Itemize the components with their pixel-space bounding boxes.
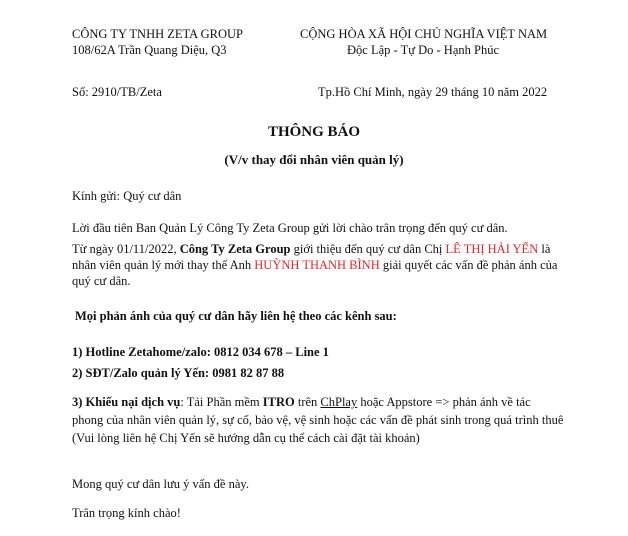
company-name: CÔNG TY TNHH ZETA GROUP: [72, 27, 243, 41]
announce-text: giải quyết các vấn đề phản ánh của quý cư dân.: [72, 258, 558, 288]
complaint-text: hoặc Appstore => phản ánh về tác phong của nhân viên quản lý, sự cố, bảo vệ, vệ sinh hoặc các vấn đề phát sinh trong quá trình thuê (Vui lòng liên hệ Chị Yến sẽ hướng dẫn cụ thể cách cài đặt tài khoản): [72, 395, 564, 445]
announce-text: giới thiệu đến quý cư dân Chị: [290, 242, 446, 256]
complaint-text: : Tải Phần mềm: [180, 395, 263, 409]
document-title: THÔNG BÁO: [267, 124, 361, 140]
nation-motto: Độc Lập - Tự Do - Hạnh Phúc: [347, 43, 499, 57]
complaint-text: trên: [294, 395, 321, 409]
company-name-bold: Công Ty Zeta Group: [179, 242, 291, 256]
channels-heading: Mọi phản ánh của quý cư dân hãy liên hệ theo các kênh sau:: [75, 309, 397, 323]
salutation: Kính gửi: Quý cư dân: [72, 189, 182, 203]
channel-manager-phone: 2) SĐT/Zalo quản lý Yến: 0981 82 87 88: [72, 366, 285, 380]
closing-note: Mong quý cư dân lưu ý vấn đề này.: [72, 477, 249, 491]
complaint-label: 3) Khiếu nại dịch vụ: [72, 395, 181, 409]
announcement-paragraph: [72, 241, 562, 289]
place-date: Tp.Hồ Chí Minh, ngày 29 tháng 10 năm 2022: [318, 85, 548, 99]
document-subtitle: (V/v thay đổi nhân viên quản lý): [224, 152, 404, 167]
app-name: ITRO: [262, 395, 295, 409]
channel-hotline: 1) Hotline Zetahome/zalo: 0812 034 678 – Line 1: [72, 345, 329, 359]
channel-service-complaint: [72, 393, 564, 447]
greeting-paragraph: Lời đầu tiên Ban Quản Lý Công Ty Zeta Group gửi lời chào trân trọng đến quý cư dân.: [72, 221, 508, 235]
nation-heading: CỘNG HÒA XÃ HỘI CHỦ NGHĨA VIỆT NAM: [300, 27, 548, 41]
closing-regards: Trân trọng kính chào!: [72, 506, 181, 520]
company-address: 108/62A Trần Quang Diệu, Q3: [72, 43, 227, 57]
new-manager-name: LÊ THỊ HẢI YẾN: [445, 242, 539, 256]
document-number: Số: 2910/TB/Zeta: [72, 85, 162, 99]
chplay-link[interactable]: ChPlay: [320, 395, 358, 409]
announce-text: Từ ngày 01/11/2022,: [72, 242, 180, 256]
announce-text: là nhân viên quản lý mới thay thế Anh: [72, 242, 551, 272]
old-manager-name: HUỲNH THANH BÌNH: [254, 258, 380, 272]
